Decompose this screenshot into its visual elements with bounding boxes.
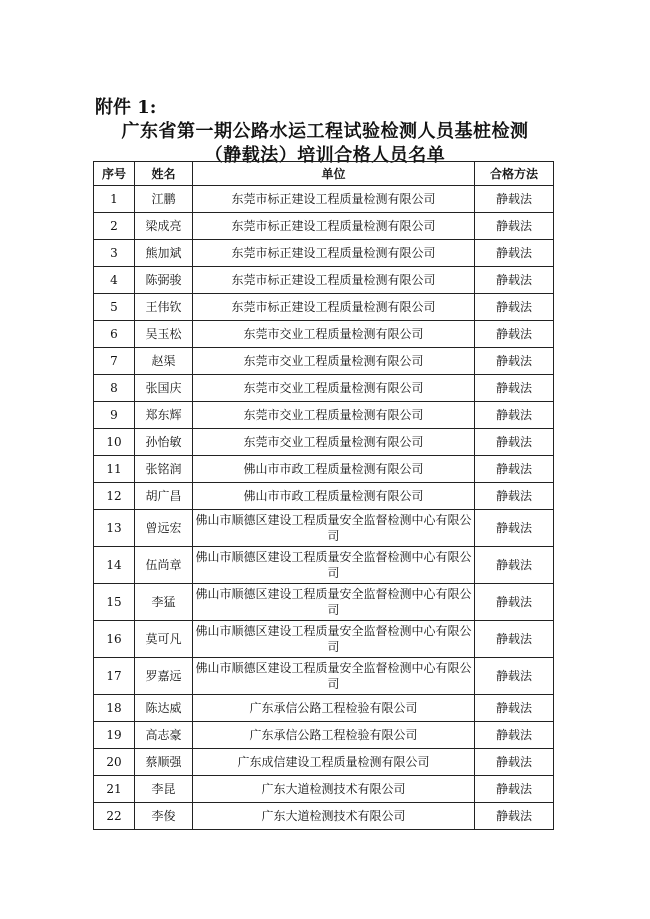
qualified-method: 静载法 xyxy=(475,402,554,429)
qualified-method: 静载法 xyxy=(475,547,554,584)
qualified-method: 静载法 xyxy=(475,321,554,348)
table-row xyxy=(94,803,554,830)
organization-unit: 东莞市交业工程质量检测有限公司 xyxy=(193,375,475,402)
table-header-row xyxy=(94,162,554,186)
qualified-method: 静载法 xyxy=(475,186,554,213)
person-name: 张铭润 xyxy=(135,456,193,483)
organization-unit: 东莞市交业工程质量检测有限公司 xyxy=(193,402,475,429)
row-number: 1 xyxy=(94,186,135,213)
organization-unit: 广东成信建设工程质量检测有限公司 xyxy=(193,749,475,776)
column-header-number: 序号 xyxy=(94,162,135,186)
person-name: 曾远宏 xyxy=(135,510,193,547)
qualified-method: 静载法 xyxy=(475,348,554,375)
row-number: 13 xyxy=(94,510,135,547)
qualified-method: 静载法 xyxy=(475,621,554,658)
qualified-method: 静载法 xyxy=(475,695,554,722)
organization-unit: 广东大道检测技术有限公司 xyxy=(193,776,475,803)
row-number: 8 xyxy=(94,375,135,402)
row-number: 18 xyxy=(94,695,135,722)
person-name: 李俊 xyxy=(135,803,193,830)
person-name: 郑东辉 xyxy=(135,402,193,429)
row-number: 2 xyxy=(94,213,135,240)
person-name: 李猛 xyxy=(135,584,193,621)
organization-unit: 东莞市标正建设工程质量检测有限公司 xyxy=(193,186,475,213)
row-number: 20 xyxy=(94,749,135,776)
row-number: 17 xyxy=(94,658,135,695)
person-name: 胡广昌 xyxy=(135,483,193,510)
table-row xyxy=(94,267,554,294)
row-number: 16 xyxy=(94,621,135,658)
table-row xyxy=(94,321,554,348)
table-row xyxy=(94,213,554,240)
person-name: 伍尚章 xyxy=(135,547,193,584)
table-row xyxy=(94,547,554,584)
person-name: 孙怡敏 xyxy=(135,429,193,456)
row-number: 6 xyxy=(94,321,135,348)
column-header-method: 合格方法 xyxy=(475,162,554,186)
qualified-method: 静载法 xyxy=(475,658,554,695)
table-row xyxy=(94,584,554,621)
document-title-line-1: 广东省第一期公路水运工程试验检测人员基桩检测 xyxy=(121,121,529,142)
row-number: 5 xyxy=(94,294,135,321)
qualified-method: 静载法 xyxy=(475,483,554,510)
person-name: 吴玉松 xyxy=(135,321,193,348)
row-number: 10 xyxy=(94,429,135,456)
organization-unit: 佛山市顺德区建设工程质量安全监督检测中心有限公司 xyxy=(193,621,475,658)
person-name: 陈达威 xyxy=(135,695,193,722)
person-name: 熊加斌 xyxy=(135,240,193,267)
organization-unit: 广东承信公路工程检验有限公司 xyxy=(193,722,475,749)
table-row xyxy=(94,348,554,375)
qualified-method: 静载法 xyxy=(475,749,554,776)
organization-unit: 佛山市市政工程质量检测有限公司 xyxy=(193,483,475,510)
organization-unit: 东莞市标正建设工程质量检测有限公司 xyxy=(193,267,475,294)
organization-unit: 佛山市顺德区建设工程质量安全监督检测中心有限公司 xyxy=(193,547,475,584)
person-name: 蔡顺强 xyxy=(135,749,193,776)
qualified-method: 静载法 xyxy=(475,722,554,749)
organization-unit: 东莞市标正建设工程质量检测有限公司 xyxy=(193,240,475,267)
table-row xyxy=(94,240,554,267)
row-number: 14 xyxy=(94,547,135,584)
table-row xyxy=(94,658,554,695)
qualified-method: 静载法 xyxy=(475,240,554,267)
qualified-method: 静载法 xyxy=(475,776,554,803)
qualified-method: 静载法 xyxy=(475,803,554,830)
table-row xyxy=(94,186,554,213)
attachment-label: 附件 1: xyxy=(95,97,157,118)
organization-unit: 东莞市交业工程质量检测有限公司 xyxy=(193,348,475,375)
row-number: 3 xyxy=(94,240,135,267)
table-row xyxy=(94,483,554,510)
table-row xyxy=(94,695,554,722)
column-header-unit: 单位 xyxy=(193,162,475,186)
row-number: 12 xyxy=(94,483,135,510)
person-name: 高志豪 xyxy=(135,722,193,749)
qualified-method: 静载法 xyxy=(475,375,554,402)
person-name: 梁成亮 xyxy=(135,213,193,240)
organization-unit: 佛山市顺德区建设工程质量安全监督检测中心有限公司 xyxy=(193,510,475,547)
person-name: 赵渠 xyxy=(135,348,193,375)
table-row xyxy=(94,621,554,658)
organization-unit: 佛山市顺德区建设工程质量安全监督检测中心有限公司 xyxy=(193,658,475,695)
person-name: 陈弼骏 xyxy=(135,267,193,294)
organization-unit: 东莞市标正建设工程质量检测有限公司 xyxy=(193,213,475,240)
person-name: 江鹏 xyxy=(135,186,193,213)
person-name: 王伟钦 xyxy=(135,294,193,321)
table-row xyxy=(94,402,554,429)
qualified-method: 静载法 xyxy=(475,510,554,547)
organization-unit: 东莞市交业工程质量检测有限公司 xyxy=(193,429,475,456)
column-header-name: 姓名 xyxy=(135,162,193,186)
document-title-line-2: （静载法）培训合格人员名单 xyxy=(204,145,446,166)
qualified-method: 静载法 xyxy=(475,429,554,456)
qualified-method: 静载法 xyxy=(475,213,554,240)
table-row xyxy=(94,294,554,321)
qualified-method: 静载法 xyxy=(475,584,554,621)
roster-table xyxy=(93,161,554,830)
table-row xyxy=(94,722,554,749)
organization-unit: 广东大道检测技术有限公司 xyxy=(193,803,475,830)
table-row xyxy=(94,375,554,402)
organization-unit: 东莞市标正建设工程质量检测有限公司 xyxy=(193,294,475,321)
row-number: 9 xyxy=(94,402,135,429)
person-name: 莫可凡 xyxy=(135,621,193,658)
qualified-method: 静载法 xyxy=(475,267,554,294)
qualified-method: 静载法 xyxy=(475,294,554,321)
table-row xyxy=(94,456,554,483)
row-number: 22 xyxy=(94,803,135,830)
organization-unit: 东莞市交业工程质量检测有限公司 xyxy=(193,321,475,348)
roster-body xyxy=(94,186,554,830)
qualified-method: 静载法 xyxy=(475,456,554,483)
person-name: 张国庆 xyxy=(135,375,193,402)
organization-unit: 佛山市顺德区建设工程质量安全监督检测中心有限公司 xyxy=(193,584,475,621)
row-number: 4 xyxy=(94,267,135,294)
row-number: 21 xyxy=(94,776,135,803)
organization-unit: 佛山市市政工程质量检测有限公司 xyxy=(193,456,475,483)
person-name: 李昆 xyxy=(135,776,193,803)
row-number: 19 xyxy=(94,722,135,749)
table-row xyxy=(94,776,554,803)
row-number: 11 xyxy=(94,456,135,483)
row-number: 15 xyxy=(94,584,135,621)
organization-unit: 广东承信公路工程检验有限公司 xyxy=(193,695,475,722)
row-number: 7 xyxy=(94,348,135,375)
table-row xyxy=(94,510,554,547)
person-name: 罗嘉远 xyxy=(135,658,193,695)
table-row xyxy=(94,749,554,776)
table-row xyxy=(94,429,554,456)
